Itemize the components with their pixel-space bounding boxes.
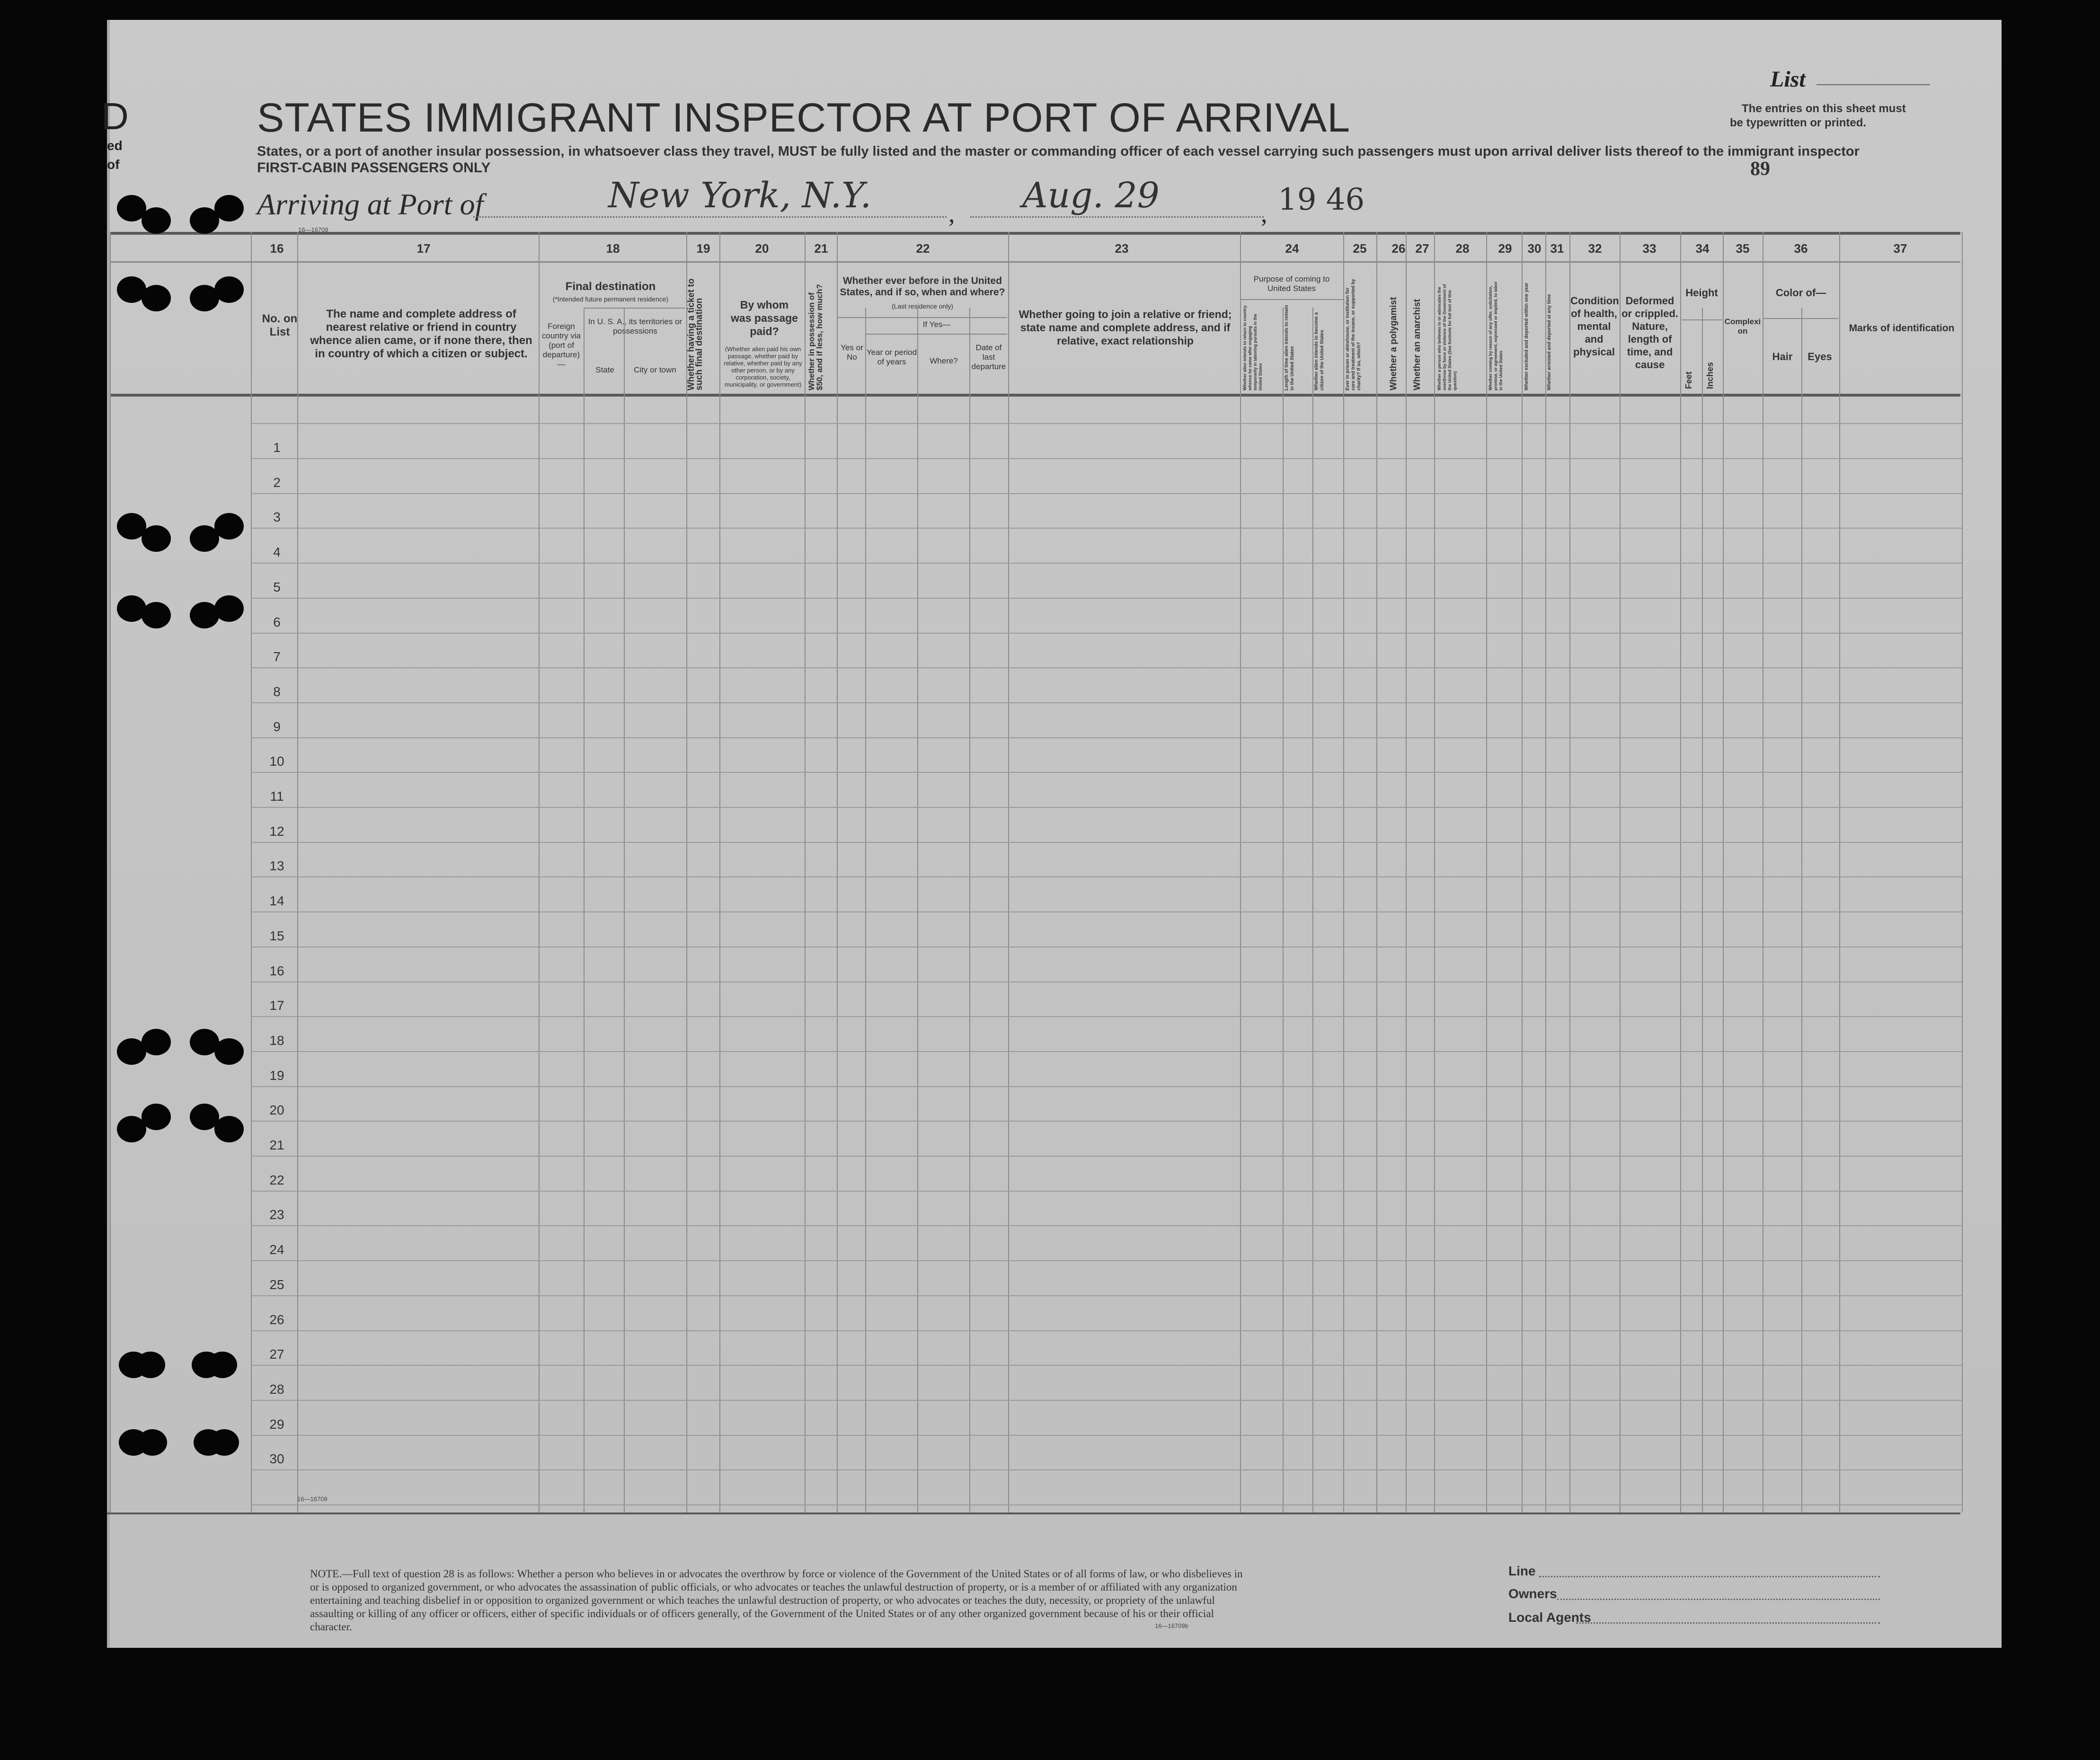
- column-number: 22: [916, 241, 930, 256]
- col-17-header: The name and complete address of nearest relative or friend in country whence alien came, or if none there, then in country of which a citizen or subject.: [310, 308, 532, 360]
- entries-note: be typewritten or printed.: [1730, 116, 1867, 129]
- row-rule: [251, 528, 1962, 529]
- row-number: 29: [269, 1417, 284, 1432]
- form-sheet: [107, 20, 2002, 1648]
- col-37-header: Marks of identification: [1849, 323, 1955, 334]
- punch-hole: [214, 595, 244, 622]
- column-rule: [969, 308, 970, 1512]
- row-number: 13: [269, 858, 284, 873]
- row-rule: [251, 1504, 1962, 1505]
- row-rule: [251, 911, 1962, 912]
- col-22-ifyes: If Yes—: [922, 320, 951, 329]
- column-number: 25: [1353, 241, 1367, 256]
- row-rule: [251, 1016, 1962, 1017]
- row-rule: [251, 633, 1962, 634]
- row-number: 9: [273, 719, 281, 734]
- column-number: 20: [755, 241, 769, 256]
- row-number: 11: [270, 789, 284, 804]
- table-bottom-rule: [107, 1512, 1960, 1514]
- row-number: 10: [269, 754, 284, 769]
- col-22-date: Date of last departure: [971, 343, 1006, 371]
- form-code: 16—16709: [297, 1495, 328, 1503]
- column-number: 28: [1455, 241, 1470, 256]
- punch-hole: [214, 195, 244, 221]
- punch-hole: [214, 1038, 244, 1065]
- row-number: 5: [273, 580, 281, 594]
- column-number: 37: [1893, 241, 1907, 256]
- punch-hole: [142, 1104, 171, 1130]
- col-25-header: Ever in prison or almshouse, or institution for care and treatment of the insane, or supported by charity? If so, which?: [1345, 279, 1362, 390]
- list-label: List: [1770, 67, 1806, 92]
- col-22-title: Whether ever before in the United States, and if so, when and where?: [840, 275, 1005, 298]
- row-rule: [251, 493, 1962, 494]
- column-number: 26: [1391, 241, 1406, 256]
- punch-hole: [214, 513, 244, 539]
- row-number: 25: [269, 1277, 284, 1292]
- row-number: 18: [269, 1033, 284, 1048]
- rule: [1240, 299, 1343, 300]
- column-rule: [624, 334, 625, 394]
- date-line: [970, 216, 1264, 218]
- column-number: 31: [1550, 241, 1564, 256]
- column-number: 17: [416, 241, 431, 256]
- row-rule: [251, 423, 1962, 424]
- line-label: Line: [1508, 1564, 1536, 1578]
- punch-hole: [142, 285, 171, 311]
- port-handwritten: New York, N.Y.: [608, 175, 872, 216]
- comma: ,: [1261, 199, 1267, 228]
- row-rule: [251, 1051, 1962, 1052]
- col-30-header: Whether excluded and deported within one year: [1524, 283, 1529, 390]
- col-26-header: Whether a polygamist: [1389, 297, 1399, 390]
- col-29-header: Whether coming by reason of any offer, solicitation, promise, or agreement, expressed or implied, to labor in the United States: [1488, 281, 1503, 390]
- row-number: 17: [269, 998, 284, 1013]
- punch-hole: [142, 1029, 171, 1055]
- row-number: 20: [269, 1103, 284, 1117]
- row-number: 26: [269, 1312, 284, 1327]
- row-rule: [251, 598, 1962, 599]
- column-number: 16: [270, 241, 284, 256]
- row-rule: [251, 946, 1962, 947]
- rule: [585, 308, 685, 309]
- col-34-feet: Feet: [1684, 371, 1693, 389]
- page-title: STATES IMMIGRANT INSPECTOR AT PORT OF ARRIVAL: [257, 95, 1351, 141]
- year-handwritten: 19 46: [1278, 182, 1365, 217]
- col-22-yesno: Yes or No: [841, 343, 863, 362]
- table-top-rule: [110, 232, 1960, 235]
- col-21-header: Whether in possession of $50, and if less, how much?: [807, 284, 824, 390]
- row-rule: [251, 1295, 1962, 1296]
- row-rule: [251, 1121, 1962, 1122]
- port-line: [473, 216, 947, 218]
- rule: [837, 317, 1007, 318]
- column-rule: [1801, 308, 1802, 1512]
- punch-hole: [210, 1429, 239, 1456]
- col-18-state: State: [595, 365, 614, 374]
- row-number: 16: [269, 964, 284, 978]
- row-rule: [251, 458, 1962, 459]
- row-rule: [251, 1330, 1962, 1331]
- column-number: 23: [1115, 241, 1129, 256]
- col-24-c: Whether alien intends to become a citizen of the United States: [1314, 312, 1325, 390]
- agents-field: [1576, 1622, 1880, 1624]
- punch-hole: [138, 1429, 167, 1456]
- col-24-b: Length of time alien intends to remain in the United States: [1284, 305, 1295, 390]
- row-rule: [251, 1225, 1962, 1226]
- punch-hole: [142, 207, 171, 234]
- col-18-city: City or town: [634, 365, 676, 374]
- col-22-where: Where?: [930, 356, 958, 365]
- row-rule: [251, 702, 1962, 703]
- row-number: 22: [269, 1173, 284, 1187]
- col-20-title: By whom was passage paid?: [731, 299, 798, 337]
- row-rule: [251, 1086, 1962, 1087]
- column-rule: [917, 308, 918, 1512]
- column-number: 24: [1285, 241, 1299, 256]
- column-number: 18: [606, 241, 620, 256]
- column-number: 19: [696, 241, 710, 256]
- row-rule: [251, 1191, 1962, 1192]
- row-rule: [251, 876, 1962, 877]
- column-rule: [110, 232, 111, 1512]
- rule: [1763, 318, 1838, 319]
- column-number: 33: [1642, 241, 1657, 256]
- date-handwritten: Aug. 29: [1022, 175, 1160, 216]
- row-number: 30: [269, 1451, 284, 1466]
- col-22-note: (Last residence only): [892, 302, 953, 310]
- arriving-label: Arriving at Port of: [257, 187, 484, 221]
- row-rule: [251, 1260, 1962, 1261]
- footnote-q28: NOTE.—Full text of question 28 is as follows: Whether a person who believes in or advocates the overthrow by force or violence of the Government of the United States or of all forms of law, or who disbelieves in or is opposed to organized government, or who advocates the assassination of public officials, or who advocates or teaches the unlawful destruction of property, or is a member of or affiliated with any organization entertaining and teaching disbelief in or opposition to organized government or which teaches the unlawful destruction of property, or who advocates or teaches the duty, necessity, or propriety of the unlawful assaulting or killing of any officer or officers, either of specific individuals or of officers generally, of the Government of the United States or of any other organized government because of his or their official character.: [310, 1568, 1243, 1633]
- row-number: 15: [269, 929, 284, 943]
- agents-label: Local Agents: [1508, 1610, 1591, 1625]
- column-rule: [1962, 232, 1963, 1512]
- owners-label: Owners: [1508, 1586, 1557, 1601]
- form-code: 16—16709: [298, 226, 328, 233]
- comma: ,: [948, 199, 955, 228]
- col-20-note: (Whether alien paid his own passage, whether paid by relative, whether paid by any other person, or by any corporation, society, municipality, or government): [724, 345, 802, 388]
- column-rule: [584, 308, 585, 1512]
- col-36-header: Color of—: [1775, 287, 1826, 299]
- punch-hole: [214, 1116, 244, 1142]
- row-number: 12: [269, 824, 284, 839]
- col-35-header: Complexion: [1724, 317, 1761, 336]
- col-27-header: Whether an anarchist: [1412, 299, 1422, 390]
- instruction-line: States, or a port of another insular possession, in whatsoever class they travel, MUST be fully listed and the master or commanding officer of each vessel carrying such passengers must upon arrival deliver lists thereof to the immigrant inspector: [257, 144, 1860, 159]
- row-number: 19: [269, 1068, 284, 1083]
- column-rule: [865, 308, 866, 1512]
- row-rule: [251, 1365, 1962, 1366]
- row-number: 23: [269, 1207, 284, 1222]
- col-33-header: Deformed or crippled. Nature, length of time, and cause: [1622, 295, 1678, 371]
- row-number: 8: [273, 684, 281, 699]
- row-rule: [251, 1156, 1962, 1157]
- row-number: 2: [273, 475, 281, 490]
- left-page-fragment: D: [101, 95, 129, 137]
- header-bottom-rule: [110, 394, 1960, 397]
- col-24-a: Whether alien intends to return to country whence he came after engaging temporarily in laboring pursuits in the United States: [1242, 305, 1263, 390]
- row-number: 4: [273, 545, 281, 559]
- column-number: 30: [1527, 241, 1542, 256]
- punch-hole: [136, 1352, 165, 1378]
- row-rule: [251, 667, 1962, 668]
- col-32-header: Condition of health, mental and physical: [1570, 295, 1619, 358]
- left-page-fragment: ed: [107, 138, 123, 153]
- column-number: 32: [1588, 241, 1602, 256]
- list-line: [1816, 84, 1930, 85]
- row-rule: [251, 1469, 1962, 1470]
- col-36-hair: Hair: [1772, 351, 1793, 363]
- number-row-rule: [110, 261, 1960, 263]
- column-rule: [624, 308, 625, 1512]
- row-number: 24: [269, 1242, 284, 1257]
- punch-hole: [214, 276, 244, 303]
- row-rule: [251, 807, 1962, 808]
- col-23-header: Whether going to join a relative or friend; state name and complete address, and if relative, exact relationship: [1019, 308, 1232, 347]
- column-number: 21: [814, 241, 828, 256]
- row-rule: [251, 842, 1962, 843]
- row-number: 21: [269, 1138, 284, 1152]
- row-rule: [251, 563, 1962, 564]
- column-rule: [1312, 308, 1313, 1512]
- column-number: 27: [1415, 241, 1429, 256]
- entries-note: The entries on this sheet must: [1742, 102, 1906, 115]
- row-rule: [251, 1435, 1962, 1436]
- col-18-note: (*Intended future permanent residence): [552, 295, 669, 303]
- row-number: 28: [269, 1382, 284, 1397]
- owners-field: [1557, 1599, 1880, 1600]
- line-field: [1539, 1576, 1880, 1577]
- row-number: 1: [273, 440, 281, 455]
- column-number: 35: [1736, 241, 1750, 256]
- col-24-title: Purpose of coming to United States: [1253, 274, 1330, 293]
- row-number: 27: [269, 1347, 284, 1362]
- col-31-header: Whether arrested and deported at any time: [1547, 294, 1552, 390]
- col-28-header: Whether a person who believes in or advocates the overthrow by force or violence of the Government of the United States (See footnote for full text of this question): [1437, 284, 1457, 390]
- col-34-header: Height: [1685, 287, 1718, 299]
- punch-hole: [142, 525, 171, 552]
- column-number: 34: [1695, 241, 1710, 256]
- row-rule: [251, 772, 1962, 773]
- sheet-number: 89: [1750, 158, 1770, 180]
- col-18-title: Final destination: [565, 280, 656, 293]
- col-16-header: No. on List: [262, 312, 298, 338]
- row-number: 14: [269, 893, 284, 908]
- col-22-years: Year or period of years: [866, 348, 917, 366]
- left-page-fragment: of: [107, 157, 120, 172]
- col-18-foreign: Foreign country via (port of departure)—: [541, 322, 581, 369]
- rule: [865, 334, 1007, 335]
- footnote-code: 16—16709b: [1155, 1622, 1188, 1629]
- row-number: 6: [273, 615, 281, 629]
- row-rule: [251, 1400, 1962, 1401]
- column-rule: [1702, 308, 1703, 1512]
- class-line: FIRST-CABIN PASSENGERS ONLY: [257, 160, 491, 176]
- column-rule: [584, 308, 585, 394]
- column-rule: [1283, 308, 1284, 1512]
- punch-hole: [208, 1352, 237, 1378]
- row-rule: [251, 737, 1962, 738]
- row-number: 7: [273, 649, 281, 664]
- punch-hole: [142, 602, 171, 628]
- col-18-usa: In U. S. A., its territories or possessions: [588, 317, 682, 336]
- col-19-header: Whether having a ticket to such final destination: [686, 278, 704, 390]
- col-36-eyes: Eyes: [1808, 351, 1832, 363]
- column-number: 29: [1498, 241, 1512, 256]
- column-number: 36: [1794, 241, 1808, 256]
- col-34-inches: Inches: [1705, 362, 1715, 389]
- row-number: 3: [273, 510, 281, 524]
